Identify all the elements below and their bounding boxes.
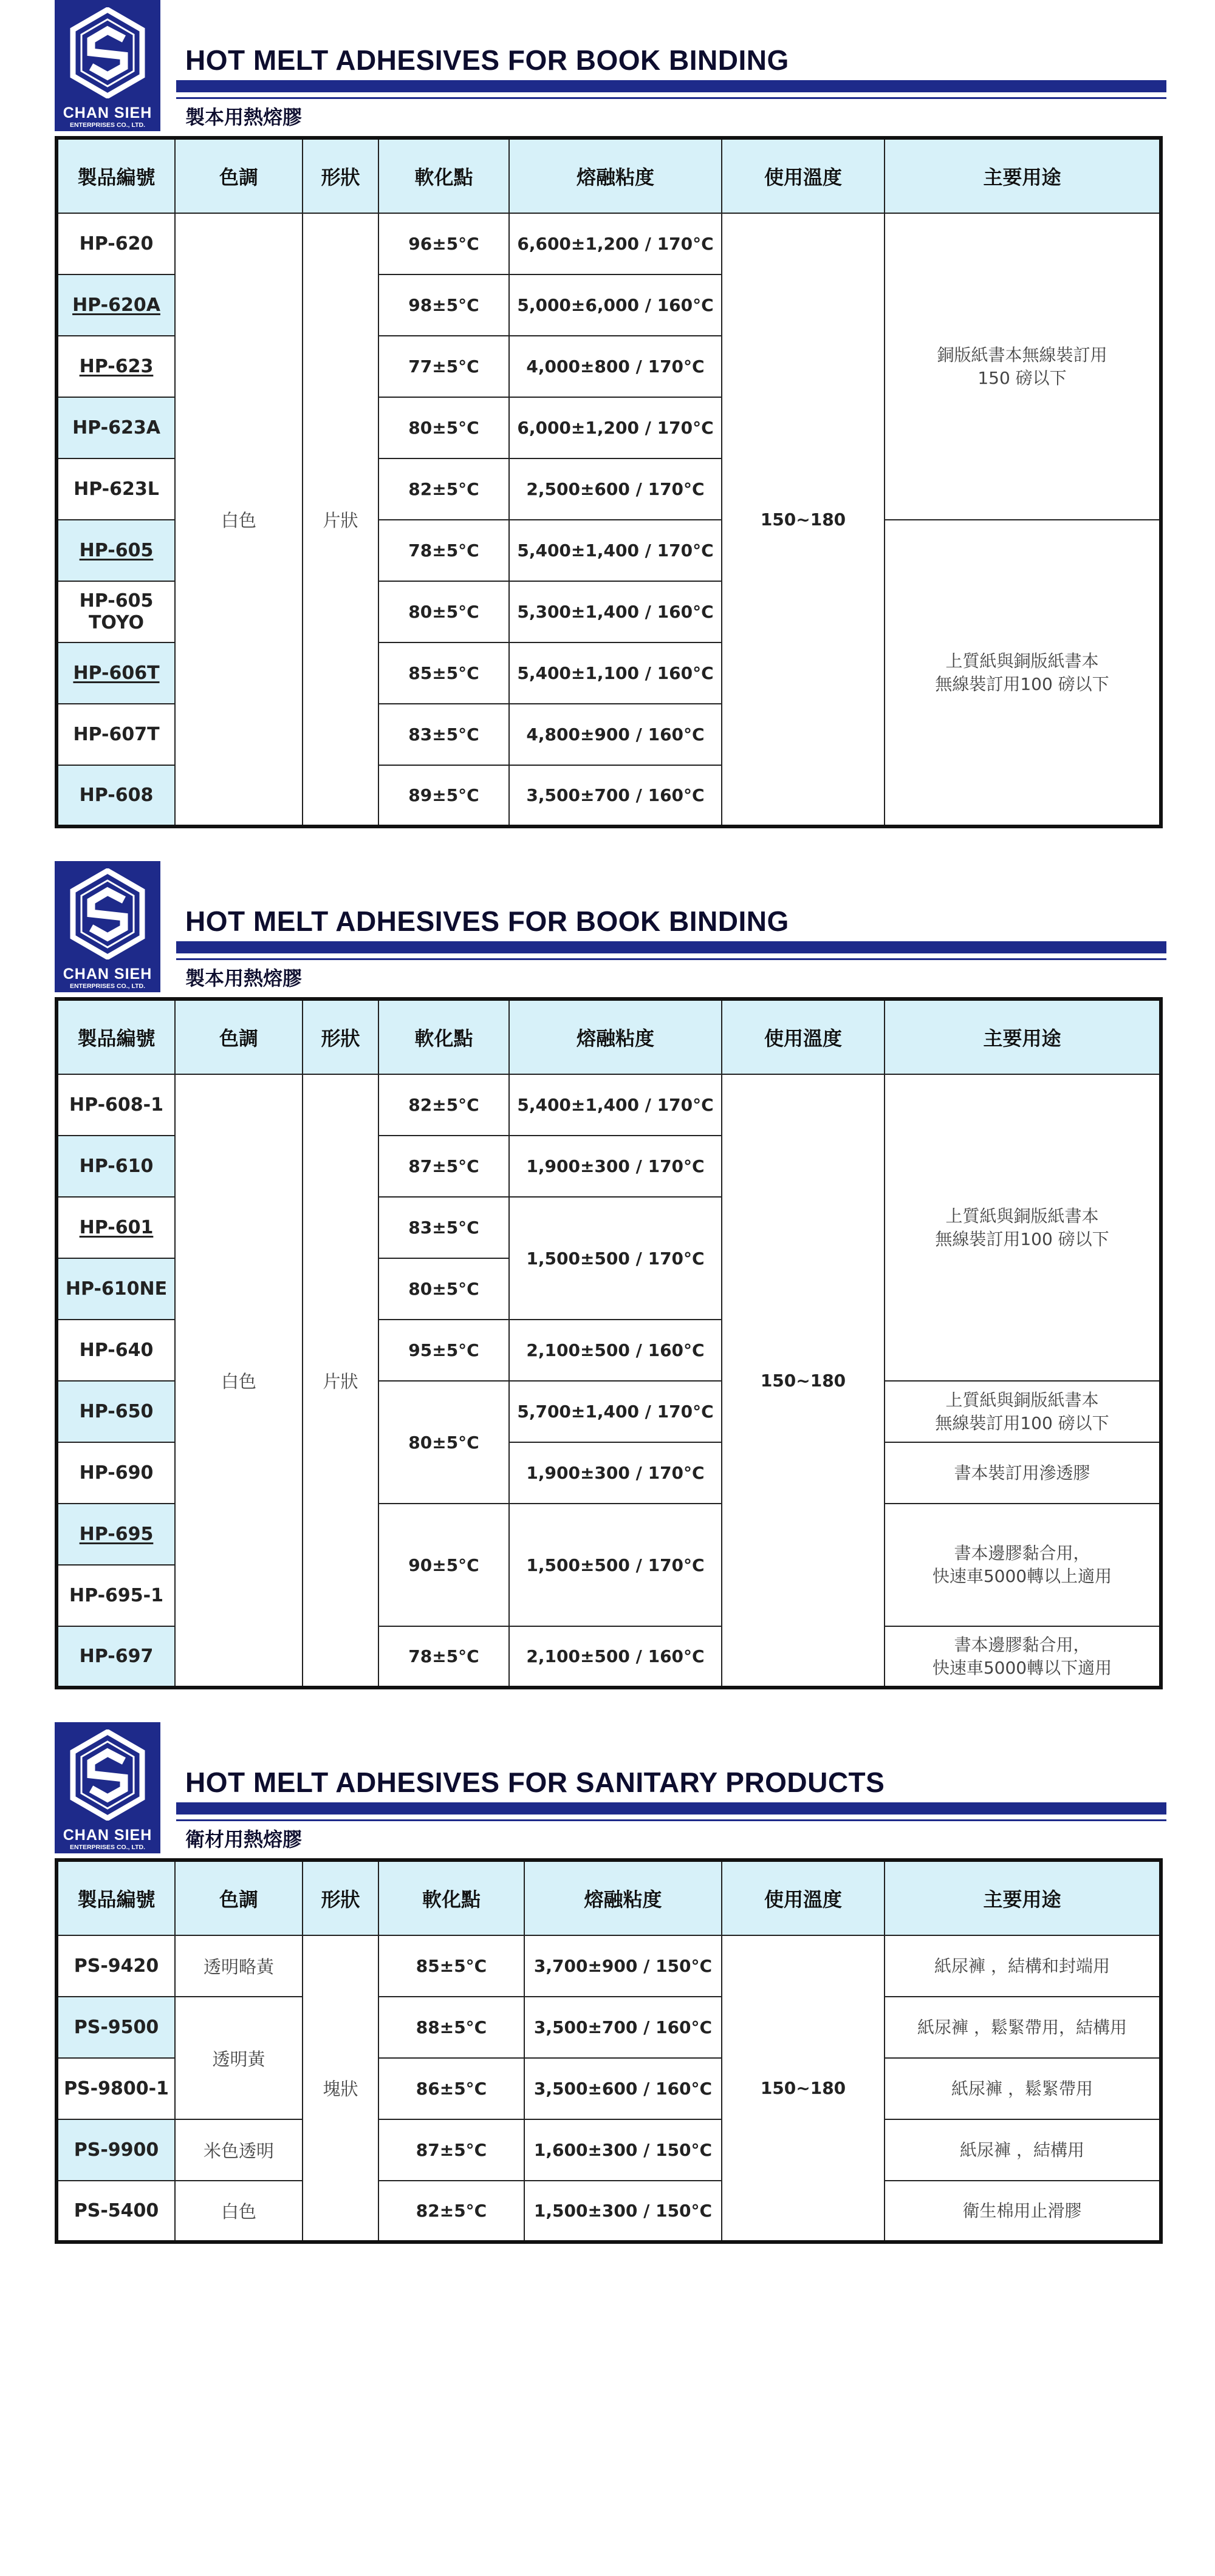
header-temperature: 使用溫度 xyxy=(722,1860,885,1935)
table-row xyxy=(56,1074,1161,1136)
header-usage: 主要用途 xyxy=(885,999,1161,1074)
product-code[interactable]: HP-695-1 xyxy=(56,1565,175,1626)
title-bar xyxy=(176,1802,1166,1814)
company-logo xyxy=(55,1722,160,1853)
logo-emblem-icon xyxy=(68,7,147,98)
header-color: 色調 xyxy=(175,999,303,1074)
logo-emblem-icon xyxy=(68,868,147,959)
table-header-row xyxy=(56,1860,1161,1935)
table-header-row xyxy=(56,138,1161,213)
color-cell: 白色 xyxy=(175,1074,303,1688)
viscosity: 1,900±300 / 170°C xyxy=(509,1136,722,1197)
table-row xyxy=(56,1997,1161,2058)
softening-point: 82±5°C xyxy=(378,1074,509,1136)
header-softening-point: 軟化點 xyxy=(378,1860,524,1935)
shape-cell: 片狀 xyxy=(303,1074,378,1688)
logo-subtitle: ENTERPRISES CO., LTD. xyxy=(69,1844,146,1851)
usage-cell: 銅版紙書本無線裝訂用 150 磅以下 xyxy=(885,213,1161,520)
product-code[interactable]: HP-605 TOYO xyxy=(56,581,175,642)
product-code-link[interactable]: HP-623 xyxy=(56,336,175,397)
section-title-en: HOT MELT ADHESIVES FOR BOOK BINDING xyxy=(185,905,789,937)
section-title-en: HOT MELT ADHESIVES FOR SANITARY PRODUCTS xyxy=(185,1767,885,1798)
title-rule xyxy=(176,97,1166,99)
usage-cell: 紙尿褲 ，鬆緊帶用 xyxy=(885,2058,1161,2119)
softening-point: 78±5°C xyxy=(378,520,509,581)
section-title-en: HOT MELT ADHESIVES FOR BOOK BINDING xyxy=(185,44,789,76)
section-title-zh: 衛材用熱熔膠 xyxy=(185,1828,303,1851)
product-code-link[interactable]: HP-620A xyxy=(56,274,175,336)
title-rule xyxy=(176,958,1166,960)
product-code[interactable]: HP-607T xyxy=(56,704,175,765)
header-usage: 主要用途 xyxy=(885,138,1161,213)
softening-point: 85±5°C xyxy=(378,642,509,704)
header-softening-point: 軟化點 xyxy=(378,138,509,213)
viscosity: 1,500±500 / 170°C xyxy=(509,1504,722,1626)
usage-cell: 上質紙與銅版紙書本 無線裝訂用100 磅以下 xyxy=(885,1381,1161,1442)
section-title-zh: 製本用熱熔膠 xyxy=(185,967,303,990)
softening-point: 87±5°C xyxy=(378,2119,524,2181)
softening-point: 88±5°C xyxy=(378,1997,524,2058)
product-code[interactable]: PS-9420 xyxy=(56,1935,175,1997)
viscosity: 6,000±1,200 / 170°C xyxy=(509,397,722,458)
header-code: 製品編號 xyxy=(56,1860,175,1935)
header-shape: 形狀 xyxy=(303,999,378,1074)
header-code: 製品編號 xyxy=(56,138,175,213)
title-rule xyxy=(176,1819,1166,1821)
viscosity: 2,500±600 / 170°C xyxy=(509,458,722,520)
usage-cell: 紙尿褲 ，結構用 xyxy=(885,2119,1161,2181)
usage-cell: 書本裝訂用滲透膠 xyxy=(885,1442,1161,1504)
table-row xyxy=(56,1935,1161,1997)
viscosity: 3,500±700 / 160°C xyxy=(509,765,722,826)
table-row xyxy=(56,213,1161,274)
softening-point: 85±5°C xyxy=(378,1935,524,1997)
softening-point: 87±5°C xyxy=(378,1136,509,1197)
product-code[interactable]: PS-9900 xyxy=(56,2119,175,2181)
header-viscosity: 熔融粘度 xyxy=(524,1860,722,1935)
softening-point: 77±5°C xyxy=(378,336,509,397)
softening-point: 78±5°C xyxy=(378,1626,509,1688)
product-code-link[interactable]: HP-605 xyxy=(56,520,175,581)
header-shape: 形狀 xyxy=(303,1860,378,1935)
viscosity: 1,500±300 / 150°C xyxy=(524,2181,722,2242)
softening-point: 95±5°C xyxy=(378,1320,509,1381)
usage-cell: 紙尿褲 ，結構和封端用 xyxy=(885,1935,1161,1997)
logo-name: CHAN SIEH xyxy=(63,1827,152,1844)
color-cell: 米色透明 xyxy=(175,2119,303,2181)
section-title-zh: 製本用熱熔膠 xyxy=(185,106,303,129)
product-code-link[interactable]: HP-695 xyxy=(56,1504,175,1565)
header-softening-point: 軟化點 xyxy=(378,999,509,1074)
product-code[interactable]: HP-650 xyxy=(56,1381,175,1442)
softening-point: 80±5°C xyxy=(378,1258,509,1320)
viscosity: 2,100±500 / 160°C xyxy=(509,1626,722,1688)
header-color: 色調 xyxy=(175,1860,303,1935)
table-header-row xyxy=(56,999,1161,1074)
product-code[interactable]: HP-623L xyxy=(56,458,175,520)
product-code[interactable]: HP-623A xyxy=(56,397,175,458)
viscosity: 5,300±1,400 / 160°C xyxy=(509,581,722,642)
softening-point: 96±5°C xyxy=(378,213,509,274)
viscosity: 2,100±500 / 160°C xyxy=(509,1320,722,1381)
product-code[interactable]: HP-697 xyxy=(56,1626,175,1688)
temperature-cell: 150~180 xyxy=(722,1935,885,2242)
product-table xyxy=(55,1858,1163,2244)
product-code[interactable]: PS-5400 xyxy=(56,2181,175,2242)
viscosity: 5,400±1,100 / 160°C xyxy=(509,642,722,704)
viscosity: 5,400±1,400 / 170°C xyxy=(509,520,722,581)
title-bar xyxy=(176,80,1166,92)
viscosity: 4,800±900 / 160°C xyxy=(509,704,722,765)
softening-point: 80±5°C xyxy=(378,581,509,642)
softening-point: 89±5°C xyxy=(378,765,509,826)
product-code-link[interactable]: HP-601 xyxy=(56,1197,175,1258)
product-code[interactable]: HP-608 xyxy=(56,765,175,826)
viscosity: 5,000±6,000 / 160°C xyxy=(509,274,722,336)
product-code[interactable]: HP-690 xyxy=(56,1442,175,1504)
product-code[interactable]: HP-620 xyxy=(56,213,175,274)
usage-cell: 上質紙與銅版紙書本 無線裝訂用100 磅以下 xyxy=(885,1074,1161,1381)
softening-point: 83±5°C xyxy=(378,1197,509,1258)
company-logo xyxy=(55,861,160,992)
table-row xyxy=(56,2181,1161,2242)
table-row xyxy=(56,2119,1161,2181)
temperature-cell: 150~180 xyxy=(722,213,885,826)
softening-point: 98±5°C xyxy=(378,274,509,336)
color-cell: 透明略黃 xyxy=(175,1935,303,1997)
viscosity: 3,700±900 / 150°C xyxy=(524,1935,722,1997)
header-shape: 形狀 xyxy=(303,138,378,213)
temperature-cell: 150~180 xyxy=(722,1074,885,1688)
softening-point: 82±5°C xyxy=(378,458,509,520)
product-code[interactable]: HP-640 xyxy=(56,1320,175,1381)
viscosity: 3,500±600 / 160°C xyxy=(524,2058,722,2119)
softening-point: 82±5°C xyxy=(378,2181,524,2242)
usage-cell: 紙尿褲 ，鬆緊帶用，結構用 xyxy=(885,1997,1161,2058)
softening-point: 80±5°C xyxy=(378,1381,509,1504)
product-code-link[interactable]: HP-606T xyxy=(56,642,175,704)
product-code[interactable]: HP-610NE xyxy=(56,1258,175,1320)
shape-cell: 塊狀 xyxy=(303,1935,378,2242)
product-code[interactable]: PS-9500 xyxy=(56,1997,175,2058)
header-color: 色調 xyxy=(175,138,303,213)
title-bar xyxy=(176,941,1166,953)
usage-cell: 上質紙與銅版紙書本 無線裝訂用100 磅以下 xyxy=(885,520,1161,826)
product-table xyxy=(55,136,1163,828)
viscosity: 3,500±700 / 160°C xyxy=(524,1997,722,2058)
color-cell: 白色 xyxy=(175,213,303,826)
header-code: 製品編號 xyxy=(56,999,175,1074)
shape-cell: 片狀 xyxy=(303,213,378,826)
product-code[interactable]: PS-9800-1 xyxy=(56,2058,175,2119)
usage-cell: 衛生棉用止滑膠 xyxy=(885,2181,1161,2242)
softening-point: 86±5°C xyxy=(378,2058,524,2119)
header-viscosity: 熔融粘度 xyxy=(509,999,722,1074)
viscosity: 1,900±300 / 170°C xyxy=(509,1442,722,1504)
usage-cell: 書本邊膠黏合用， 快速車5000轉以上適用 xyxy=(885,1504,1161,1626)
viscosity: 1,600±300 / 150°C xyxy=(524,2119,722,2181)
logo-subtitle: ENTERPRISES CO., LTD. xyxy=(69,983,146,990)
header-temperature: 使用溫度 xyxy=(722,138,885,213)
viscosity: 6,600±1,200 / 170°C xyxy=(509,213,722,274)
viscosity: 5,700±1,400 / 170°C xyxy=(509,1381,722,1442)
product-code[interactable]: HP-610 xyxy=(56,1136,175,1197)
header-usage: 主要用途 xyxy=(885,1860,1161,1935)
company-logo xyxy=(55,0,160,131)
viscosity: 4,000±800 / 170°C xyxy=(509,336,722,397)
usage-cell: 書本邊膠黏合用， 快速車5000轉以下適用 xyxy=(885,1626,1161,1688)
product-table xyxy=(55,997,1163,1689)
logo-subtitle: ENTERPRISES CO., LTD. xyxy=(69,121,146,129)
header-viscosity: 熔融粘度 xyxy=(509,138,722,213)
viscosity: 5,400±1,400 / 170°C xyxy=(509,1074,722,1136)
logo-name: CHAN SIEH xyxy=(63,966,152,983)
product-code[interactable]: HP-608-1 xyxy=(56,1074,175,1136)
logo-name: CHAN SIEH xyxy=(63,104,152,121)
softening-point: 83±5°C xyxy=(378,704,509,765)
softening-point: 90±5°C xyxy=(378,1504,509,1626)
color-cell: 透明黃 xyxy=(175,1997,303,2119)
viscosity: 1,500±500 / 170°C xyxy=(509,1197,722,1320)
color-cell: 白色 xyxy=(175,2181,303,2242)
logo-emblem-icon xyxy=(68,1729,147,1821)
header-temperature: 使用溫度 xyxy=(722,999,885,1074)
softening-point: 80±5°C xyxy=(378,397,509,458)
